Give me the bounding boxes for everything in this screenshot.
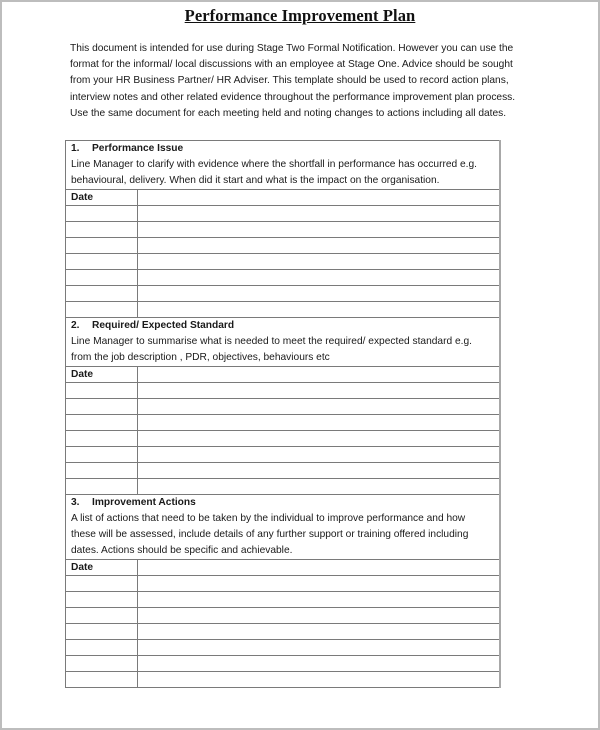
date-cell[interactable] [66, 479, 138, 495]
date-cell[interactable] [66, 222, 138, 238]
table-row [66, 479, 501, 495]
section-description-line: A list of actions that need to be taken by the individual to improve performance and how [71, 513, 466, 524]
table-row [66, 270, 501, 286]
date-column-header: Date [66, 367, 138, 383]
date-cell[interactable] [66, 656, 138, 672]
notes-cell[interactable] [138, 640, 501, 656]
date-cell[interactable] [66, 415, 138, 431]
date-cell[interactable] [66, 447, 138, 463]
table-row [66, 254, 501, 270]
section-required-standard [66, 318, 501, 367]
notes-cell[interactable] [138, 238, 501, 254]
table-row [66, 302, 501, 318]
table-row [66, 399, 501, 415]
table-row [66, 206, 501, 222]
section-description-line: these will be assessed, include details of any further support or training offered including [71, 529, 469, 540]
table-row [66, 608, 501, 624]
section-title: Required/ Expected Standard [92, 320, 235, 331]
table-row [66, 415, 501, 431]
notes-cell[interactable] [138, 254, 501, 270]
notes-cell[interactable] [138, 367, 501, 383]
section-improvement-actions [66, 495, 501, 560]
section-description-line: Line Manager to clarify with evidence where the shortfall in performance has occurred e.g. [71, 159, 478, 170]
date-cell[interactable] [66, 431, 138, 447]
date-cell[interactable] [66, 672, 138, 688]
plan-table [65, 140, 501, 688]
table-row [66, 222, 501, 238]
notes-cell[interactable] [138, 576, 501, 592]
notes-cell[interactable] [138, 399, 501, 415]
date-cell[interactable] [66, 302, 138, 318]
table-row [66, 672, 501, 688]
date-cell[interactable] [66, 608, 138, 624]
section-description-line: Line Manager to summarise what is needed to meet the required/ expected standard e.g. [71, 336, 472, 347]
table-row [66, 431, 501, 447]
table-row [66, 640, 501, 656]
section-number: 1. [71, 143, 80, 154]
notes-cell[interactable] [138, 270, 501, 286]
notes-cell[interactable] [138, 286, 501, 302]
date-cell[interactable] [66, 270, 138, 286]
section-description-line: from the job description , PDR, objectives, behaviours etc [71, 352, 330, 363]
table-row [66, 624, 501, 640]
intro-line: interview notes and other related evidence throughout the performance improvement plan process. [70, 91, 516, 103]
section-heading [71, 495, 494, 511]
date-header-row [66, 190, 501, 206]
notes-cell[interactable] [138, 479, 501, 495]
notes-cell[interactable] [138, 608, 501, 624]
notes-cell[interactable] [138, 447, 501, 463]
table-row [66, 463, 501, 479]
section-performance-issue [66, 141, 501, 190]
notes-cell[interactable] [138, 222, 501, 238]
section-number: 2. [71, 320, 80, 331]
notes-cell[interactable] [138, 656, 501, 672]
section-heading [71, 141, 494, 157]
date-cell[interactable] [66, 463, 138, 479]
date-cell[interactable] [66, 592, 138, 608]
intro-line: format for the informal/ local discussions with an employee at Stage One. Advice should be sought [70, 59, 513, 71]
table-row [66, 576, 501, 592]
date-cell[interactable] [66, 624, 138, 640]
section-header-row [66, 318, 501, 367]
date-header-row [66, 560, 501, 576]
section-title: Improvement Actions [92, 497, 196, 508]
notes-cell[interactable] [138, 624, 501, 640]
table-row [66, 592, 501, 608]
date-column-header: Date [66, 560, 138, 576]
notes-cell[interactable] [138, 415, 501, 431]
table-row [66, 286, 501, 302]
date-cell[interactable] [66, 576, 138, 592]
notes-cell[interactable] [138, 463, 501, 479]
date-cell[interactable] [66, 399, 138, 415]
section-description-line: dates. Actions should be specific and achievable. [71, 545, 293, 556]
document-title: Performance Improvement Plan [184, 6, 416, 25]
intro-line: Use the same document for each meeting held and noting changes to actions including all dates. [70, 107, 507, 119]
date-cell[interactable] [66, 238, 138, 254]
notes-cell[interactable] [138, 560, 501, 576]
date-cell[interactable] [66, 286, 138, 302]
table-row [66, 238, 501, 254]
date-cell[interactable] [66, 254, 138, 270]
notes-cell[interactable] [138, 592, 501, 608]
date-cell[interactable] [66, 383, 138, 399]
notes-cell[interactable] [138, 190, 501, 206]
intro-paragraph [70, 41, 540, 122]
section-header-row [66, 141, 501, 190]
table-row [66, 656, 501, 672]
section-number: 3. [71, 497, 80, 508]
section-header-row [66, 495, 501, 560]
table-row [66, 383, 501, 399]
date-column-header: Date [66, 190, 138, 206]
date-header-row [66, 367, 501, 383]
notes-cell[interactable] [138, 383, 501, 399]
notes-cell[interactable] [138, 431, 501, 447]
date-cell[interactable] [66, 206, 138, 222]
notes-cell[interactable] [138, 302, 501, 318]
intro-line: This document is intended for use during Stage Two Formal Notification. However you can use the [70, 43, 514, 54]
section-description-line: behavioural, delivery. When did it start and what is the impact on the organisation. [71, 175, 440, 186]
table-row [66, 447, 501, 463]
section-title: Performance Issue [92, 143, 184, 154]
notes-cell[interactable] [138, 672, 501, 688]
intro-line: from your HR Business Partner/ HR Adviser. This template should be used to record action plans, [70, 75, 509, 87]
notes-cell[interactable] [138, 206, 501, 222]
section-heading [71, 318, 494, 334]
date-cell[interactable] [66, 640, 138, 656]
